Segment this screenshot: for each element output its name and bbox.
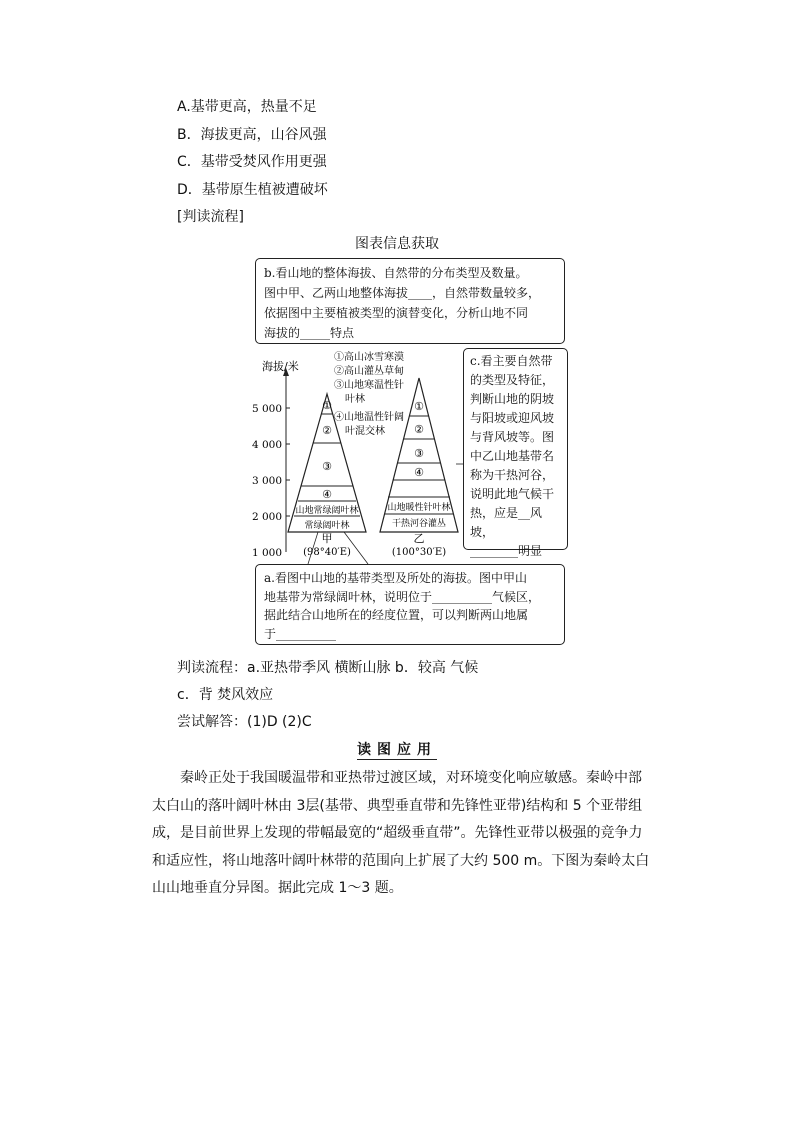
box-b-line: 依据图中主要植被类型的演替变化，分析山地不同 bbox=[264, 306, 529, 320]
option-c: C．基带受焚风作用更强 bbox=[177, 154, 327, 170]
box-c-line: 的类型及特征， bbox=[470, 373, 555, 387]
answer-line: 判读流程：a.亚热带季风 横断山脉 b．较高 气候 bbox=[177, 660, 479, 676]
mountain-yi bbox=[380, 378, 458, 558]
box-c-line: 与背风坡等。图 bbox=[470, 430, 555, 444]
y-tick-label: 3 000 bbox=[251, 475, 282, 487]
option-d: D．基带原生植被遭破坏 bbox=[177, 182, 328, 198]
legend-item: ①高山冰雪寒漠 bbox=[334, 352, 404, 363]
mountain-name: 乙 bbox=[413, 532, 425, 545]
intro-paragraph: 秦岭正处于我国暖温带和亚热带过渡区域，对环境变化响应敏感。秦岭中部太白山的落叶阔叶林由 3层(基带、典型垂直带和先锋性亚带)结构和 5 个亚带组成，是目前世界上发现的带幅最宽的“超级垂直带”。先锋性亚带以极强的竞争力和适应性，将山地落叶阔叶林带的范围向上扩展了大约 500 m。下图为秦岭太白山山地垂直分异图。据此完成 1～3 题。 bbox=[152, 770, 650, 896]
box-a-line: a.看图中山地的基带类型及所处的海拔。图中甲山 bbox=[264, 571, 527, 585]
zone-label: ③ bbox=[414, 447, 424, 460]
y-tick-label: 2 000 bbox=[251, 511, 282, 523]
box-c-line: c.看主要自然带 bbox=[470, 354, 553, 368]
answer-line: c．背 焚风效应 bbox=[177, 687, 274, 703]
legend-item: 叶混交林 bbox=[345, 426, 385, 437]
box-c-line: 称为干热河谷， bbox=[470, 468, 555, 482]
process-label: [判读流程] bbox=[177, 209, 244, 225]
section-heading-text: 读图应用 bbox=[357, 742, 437, 758]
zone-label: 山地暖性针叶林 bbox=[387, 503, 451, 513]
zone-label: 干热河谷灌丛 bbox=[391, 519, 447, 529]
zone-label: ① bbox=[322, 399, 332, 412]
legend-item: 叶林 bbox=[345, 394, 365, 405]
box-c-line: ________明显 bbox=[470, 544, 543, 558]
box-b-line: 海拔的_____特点 bbox=[264, 326, 355, 340]
zone-label: ③ bbox=[322, 460, 332, 473]
legend-item: ④山地温性针阔 bbox=[334, 412, 404, 423]
mountain-longitude: (98°40′E) bbox=[303, 547, 351, 558]
zone-label: ④ bbox=[322, 488, 332, 501]
zone-label: ② bbox=[414, 423, 424, 436]
option-b: B．海拔更高，山谷风强 bbox=[177, 127, 327, 143]
zone-label: 山地常绿阔叶林 bbox=[295, 506, 359, 516]
y-tick-label: 1 000 bbox=[251, 547, 282, 559]
box-a-line: 于__________ bbox=[264, 626, 337, 641]
box-c-line: 说明此地气候干 bbox=[470, 487, 555, 501]
mountain-name: 甲 bbox=[321, 532, 333, 545]
box-a-line: 据此结合山地所在的经度位置，可以判断两山地属 bbox=[264, 608, 529, 622]
y-tick-label: 4 000 bbox=[251, 439, 282, 451]
mountain-longitude: (100°30′E) bbox=[391, 547, 447, 558]
box-a-line: 地基带为常绿阔叶林，说明位于__________气候区， bbox=[264, 589, 541, 604]
box-b-line: 图中甲、乙两山地整体海拔____，自然带数量较多， bbox=[264, 286, 541, 300]
zone-label: ④ bbox=[414, 466, 424, 479]
vertical-zonation-diagram bbox=[248, 346, 468, 564]
zone-label: ② bbox=[322, 424, 332, 437]
zone-label: 常绿阔叶林 bbox=[304, 521, 350, 531]
option-a: A.基带更高，热量不足 bbox=[177, 99, 317, 115]
y-axis-label: 海拔/米 bbox=[262, 360, 299, 373]
legend-item: ②高山灌丛草甸 bbox=[334, 366, 404, 377]
box-b-line: b.看山地的整体海拔、自然带的分布类型及数量。 bbox=[264, 266, 528, 280]
info-box-a bbox=[255, 564, 565, 645]
box-c-line: 中乙山地基带名 bbox=[470, 449, 555, 463]
section-heading bbox=[0, 739, 794, 759]
box-c-line: 判断山地的阴坡 bbox=[470, 392, 555, 406]
info-box-c bbox=[463, 348, 568, 558]
info-box-b bbox=[255, 258, 565, 344]
box-c-line: 与阳坡或迎风坡 bbox=[470, 411, 555, 425]
zone-label: ① bbox=[414, 400, 424, 413]
figure-title: 图表信息获取 bbox=[355, 236, 439, 252]
answer-line: 尝试解答：(1)D (2)C bbox=[177, 714, 312, 730]
box-c-line: 热，应是__风坡， bbox=[470, 506, 543, 539]
y-tick-label: 5 000 bbox=[251, 403, 282, 415]
legend-item: ③山地寒温性针 bbox=[334, 380, 404, 391]
